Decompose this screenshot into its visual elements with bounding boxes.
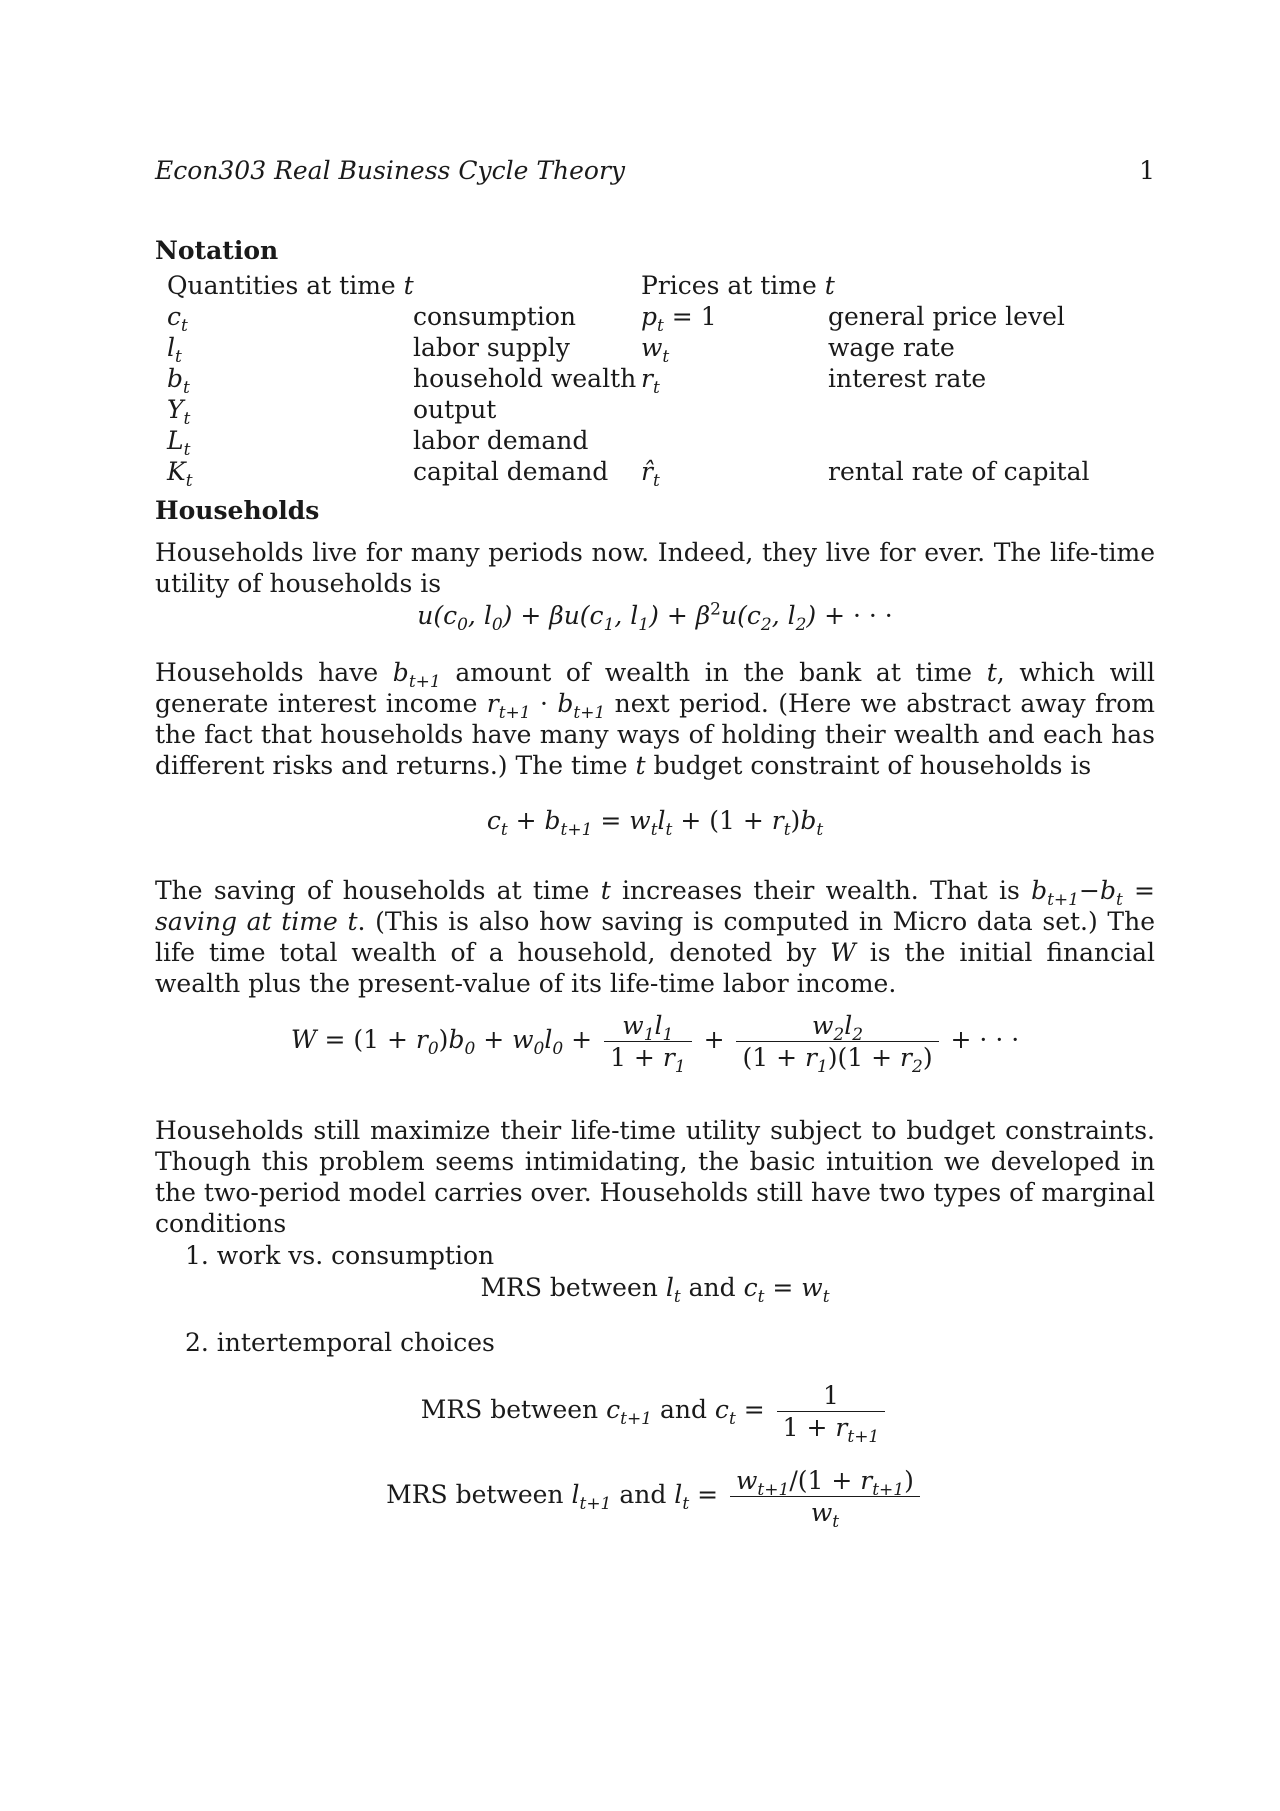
equation-mrs-labor: MRS between $l_{t+1}$ and $l_t$ = $\frac{w_{t+1}/(1 + r_{t+1})}{w_t}$ (155, 1465, 1155, 1528)
notation-row (167, 394, 1157, 429)
page (155, 0, 1155, 1811)
page-number: 1 (1139, 156, 1155, 185)
equation-lifetime-wealth: $W = (1 + r_0)b_0 + w_0l_0$ + $\frac{w_1l_1}{1 + r_1}$ + $\frac{w_2l_2}{(1 + r_1)(1 + r_2)}$ + · · · (290, 1011, 1020, 1077)
notation-heading: Notation (155, 236, 279, 265)
notation-row (167, 301, 1157, 336)
price-symbol: $w_t$ (641, 333, 670, 367)
notation-row (167, 456, 1157, 491)
quantities-header: Quantities at time t (167, 271, 414, 300)
equation-mrs-consumption: MRS between $c_{t+1}$ and $c_t$ = $\frac{1}{1 + r_{t+1}}$ (155, 1380, 1155, 1443)
price-symbol: $p_t = 1$ (641, 302, 717, 336)
quantity-symbol: $c_t$ (167, 302, 188, 336)
price-description: general price level (828, 302, 1065, 331)
equation-budget-constraint: $c_t + b_{t+1} = w_tl_t + (1 + r_t)b_t$ (486, 806, 824, 840)
notation-row (167, 363, 1157, 398)
quantity-symbol: $b_t$ (167, 364, 190, 398)
list-item-work-consumption: 1. work vs. consumption (185, 1241, 495, 1270)
price-description: rental rate of capital (828, 457, 1090, 486)
quantity-symbol: $K_t$ (167, 457, 193, 491)
price-description: interest rate (828, 364, 987, 393)
paragraph-saving: The saving of households at time t increases their wealth. That is $b_{t+1}-b_t$ = saving at time t. (This is also how saving is computed in Micro data set.) The life time total wealth of a household, denoted by W is the initial financial wealth plus the present-value of its life-time labor income. (155, 876, 1156, 998)
paragraph-lifetime-utility: Households live for many periods now. Indeed, they live for ever. The life-time utility of households is (155, 538, 1155, 598)
equation-lifetime-utility: $u(c_0$, $l_0) + \beta u(c_1$, $l_1) + \beta^2u(c_2$, $l_2$) + · · · (417, 599, 893, 635)
quantity-description: consumption (413, 302, 576, 331)
quantity-symbol: $l_t$ (167, 333, 182, 367)
price-description: wage rate (828, 333, 955, 362)
notation-row (167, 425, 1157, 460)
paragraph-maximize: Households still maximize their life-time utility subject to budget constraints. Though this problem seems intimidating, the basic intuition we developed in the two-period model carries over. Households still have two types of marginal conditions (155, 1116, 1155, 1238)
equation-mrs-labor-consumption: MRS between $l_t$ and $c_t = w_t$ (480, 1273, 830, 1307)
prices-header: Prices at time t (641, 271, 835, 300)
price-symbol: $r_t$ (641, 364, 660, 398)
price-symbol: $r̂_t$ (641, 457, 660, 491)
households-heading: Households (155, 496, 320, 525)
header-title: Econ303 Real Business Cycle Theory (155, 156, 626, 185)
quantity-description: labor supply (413, 333, 570, 362)
running-header (155, 155, 1155, 186)
quantity-description: output (413, 395, 497, 424)
notation-row (167, 332, 1157, 367)
quantity-description: household wealth (413, 364, 637, 393)
notation-table (167, 270, 1157, 491)
list-item-intertemporal: 2. intertemporal choices (185, 1328, 495, 1357)
paragraph-budget: Households have $b_{t+1}$ amount of wealth in the bank at time t, which will generate interest income $r_{t+1} \cdot b_{t+1}$ next period. (Here we abstract away from the fact that households have many ways of holding their wealth and each has different risks and returns.) The time t budget constraint of households is (155, 658, 1156, 780)
quantity-symbol: $Y_t$ (167, 395, 191, 429)
quantity-description: capital demand (413, 457, 609, 486)
quantity-symbol: $L_t$ (167, 426, 191, 460)
notation-header-row (167, 270, 1157, 301)
quantity-description: labor demand (413, 426, 589, 455)
